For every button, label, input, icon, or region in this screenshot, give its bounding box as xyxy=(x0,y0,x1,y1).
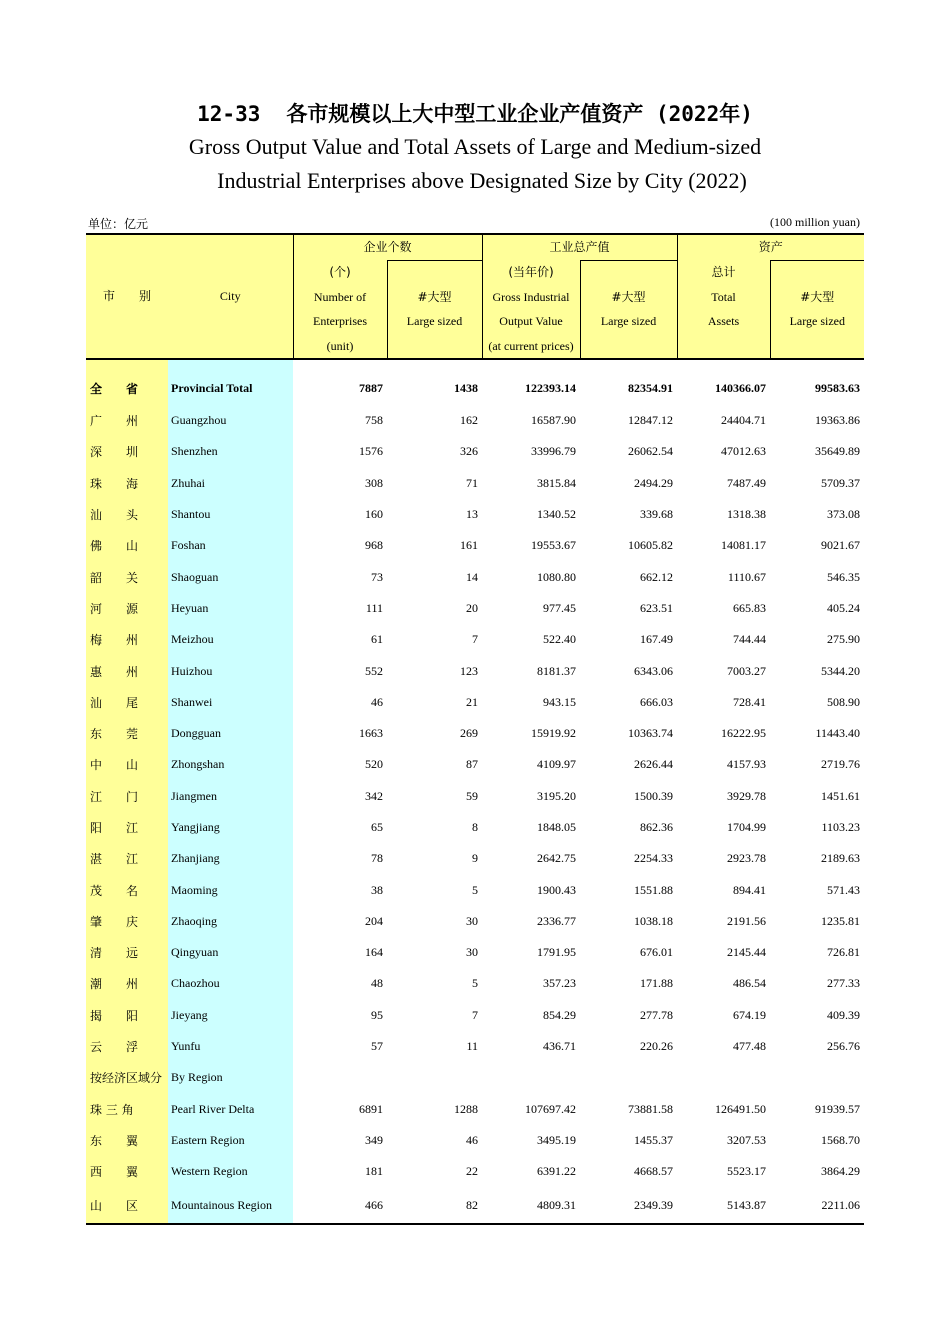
value-cell-out-l: 862.36 xyxy=(640,820,674,834)
value-cell-ent-l: 123 xyxy=(460,663,479,678)
value-cell-ent: 164 xyxy=(365,945,383,960)
city-name-en: Heyuan xyxy=(168,593,293,624)
header-enterprises-large xyxy=(387,260,482,359)
header-enterprises-cn: 企业个数 xyxy=(293,234,482,260)
value-cell-out: 943.15 xyxy=(543,694,577,709)
value-cell-ast-l: 275.90 xyxy=(827,632,861,647)
value-cell-ent: 46 xyxy=(371,694,383,709)
value-cell-ast: 3207.53 xyxy=(727,1132,767,1147)
table-row xyxy=(86,359,864,405)
header-city-en: City xyxy=(168,234,293,359)
value-cell-out-l: 676.01 xyxy=(640,945,674,960)
city-name-cn: 汕 尾 xyxy=(86,687,168,718)
value-cell-ent: 342 xyxy=(365,788,383,803)
value-cell-out: 16587.90 xyxy=(531,413,577,428)
value-cell-ast-l: 99583.63 xyxy=(815,381,861,395)
value-cell-out: 2642.75 xyxy=(537,851,577,866)
value-cell-out: 1340.52 xyxy=(537,507,577,522)
value-cell-ent-l: 1288 xyxy=(454,1101,479,1116)
table-row xyxy=(86,593,864,624)
value-cell-ast-l: 1568.70 xyxy=(821,1132,861,1147)
value-cell-ent-l: 9 xyxy=(472,851,479,866)
value-cell-ent: 1663 xyxy=(359,726,383,741)
city-name-cn: 珠 三 角 xyxy=(86,1094,168,1125)
value-cell-out-l: 10363.74 xyxy=(628,726,674,741)
value-cell-ent: 968 xyxy=(365,538,383,553)
value-cell-out: 15919.92 xyxy=(531,726,577,741)
header-enterprises-unit: (个) xyxy=(293,260,387,285)
header-output-en3: (at current prices) xyxy=(482,334,580,360)
value-cell-ast-l: 11443.40 xyxy=(815,726,861,741)
value-cell-ent-l: 20 xyxy=(466,600,479,615)
city-name-en: Jieyang xyxy=(168,1000,293,1031)
value-cell-ent: 78 xyxy=(371,851,383,866)
value-cell-ast: 140366.07 xyxy=(715,381,767,395)
value-cell-out: 357.23 xyxy=(543,976,577,991)
city-name-cn: 茂 名 xyxy=(86,874,168,905)
table-row xyxy=(86,405,864,436)
value-cell-ent-l: 7 xyxy=(472,632,479,647)
value-cell-ast: 2191.56 xyxy=(727,913,767,928)
value-cell-ent: 466 xyxy=(293,1187,387,1224)
city-name-cn: 梅 州 xyxy=(86,624,168,655)
value-cell-ent: 111 xyxy=(365,600,383,615)
value-cell-out: 1848.05 xyxy=(537,820,577,834)
table-body xyxy=(86,359,864,1224)
city-name-cn: 珠 海 xyxy=(86,468,168,499)
city-name-cn: 惠 州 xyxy=(86,655,168,686)
value-cell-out-l xyxy=(580,1062,677,1093)
value-cell-ent-l: 5 xyxy=(472,976,479,991)
value-cell-out: 4109.97 xyxy=(537,757,577,772)
header-large-cn: #大型 xyxy=(611,289,646,304)
table-row xyxy=(86,1094,864,1125)
table-row xyxy=(86,655,864,686)
city-name-en: Pearl River Delta xyxy=(168,1094,293,1125)
value-cell-ast-l: 409.39 xyxy=(827,1007,861,1022)
value-cell-ent: 48 xyxy=(371,976,383,991)
value-cell-ast-l: 1235.81 xyxy=(821,913,861,928)
unit-label-en: (100 million yuan) xyxy=(770,215,860,229)
value-cell-ent: 38 xyxy=(371,882,383,897)
value-cell-out-l: 6343.06 xyxy=(634,663,674,678)
city-name-en: By Region xyxy=(168,1062,293,1093)
value-cell-out: 1791.95 xyxy=(537,945,577,960)
value-cell-ast: 486.54 xyxy=(733,976,767,991)
city-name-en: Provincial Total xyxy=(168,359,293,405)
value-cell-out-l: 1551.88 xyxy=(634,882,674,897)
city-name-en: Huizhou xyxy=(168,655,293,686)
table-row xyxy=(86,874,864,905)
value-cell-ast: 665.83 xyxy=(733,600,767,615)
value-cell-out: 4809.31 xyxy=(482,1187,580,1224)
value-cell-ent: 65 xyxy=(371,820,383,834)
table-row xyxy=(86,468,864,499)
city-name-cn: 江 门 xyxy=(86,781,168,812)
value-cell-ast-l: 35649.89 xyxy=(815,444,861,459)
city-name-cn: 东 莞 xyxy=(86,718,168,749)
value-cell-ast-l: 571.43 xyxy=(827,882,861,897)
table-row xyxy=(86,499,864,530)
table-row xyxy=(86,1000,864,1031)
page-title-en-line2: Industrial Enterprises above Designated Size by City (2022) xyxy=(217,168,747,193)
value-cell-ast: 7487.49 xyxy=(727,475,767,490)
value-cell-ast: 1318.38 xyxy=(727,507,767,522)
header-output-large xyxy=(580,260,677,359)
value-cell-out-l: 1038.18 xyxy=(634,913,674,928)
value-cell-ast-l: 2211.06 xyxy=(770,1187,864,1224)
value-cell-ast-l: 256.76 xyxy=(827,1039,861,1054)
value-cell-ent-l: 87 xyxy=(466,757,479,772)
value-cell-out: 122393.14 xyxy=(525,381,577,395)
table-row xyxy=(86,1156,864,1187)
value-cell-ast-l: 508.90 xyxy=(827,694,861,709)
value-cell-ast-l: 1451.61 xyxy=(821,788,861,803)
value-cell-out-l: 2494.29 xyxy=(634,475,674,490)
value-cell-ast: 5143.87 xyxy=(677,1187,770,1224)
value-cell-ast-l: 546.35 xyxy=(827,569,861,584)
value-cell-out: 19553.67 xyxy=(531,538,577,553)
value-cell-out: 33996.79 xyxy=(531,444,577,459)
header-assets-cn1: 资产 xyxy=(677,234,864,260)
value-cell-out-l: 82354.91 xyxy=(628,381,674,395)
value-cell-ent-l: 30 xyxy=(466,945,479,960)
value-cell-out: 3195.20 xyxy=(537,788,577,803)
header-large-en: Large sized xyxy=(600,314,657,329)
value-cell-ent-l: 11 xyxy=(466,1039,479,1054)
value-cell-ast-l xyxy=(770,1062,864,1093)
city-name-en: Mountainous Region xyxy=(168,1187,293,1224)
city-name-cn: 深 圳 xyxy=(86,436,168,467)
value-cell-ast: 47012.63 xyxy=(721,444,767,459)
value-cell-ast: 3929.78 xyxy=(727,788,767,803)
value-cell-out-l: 277.78 xyxy=(640,1007,674,1022)
city-name-cn: 揭 阳 xyxy=(86,1000,168,1031)
value-cell-out-l: 12847.12 xyxy=(628,413,674,428)
header-assets-en2: Assets xyxy=(677,309,770,334)
value-cell-out-l: 623.51 xyxy=(640,600,674,615)
value-cell-out-l: 2349.39 xyxy=(580,1187,677,1224)
value-cell-ent-l: 22 xyxy=(466,1164,479,1179)
value-cell-ast-l: 5709.37 xyxy=(821,475,861,490)
city-name-en: Maoming xyxy=(168,874,293,905)
value-cell-ast xyxy=(677,1062,770,1093)
value-cell-ent: 758 xyxy=(365,413,383,428)
value-cell-ent: 95 xyxy=(371,1007,383,1022)
value-cell-ent-l: 59 xyxy=(466,788,479,803)
value-cell-ast: 126491.50 xyxy=(715,1101,767,1116)
city-name-cn: 阳 江 xyxy=(86,812,168,843)
header-large-en: Large sized xyxy=(789,314,845,329)
value-cell-out: 1900.43 xyxy=(537,882,577,897)
value-cell-out-l: 73881.58 xyxy=(628,1101,674,1116)
data-table xyxy=(86,233,864,1225)
value-cell-ast-l: 2719.76 xyxy=(821,757,861,772)
city-name-en: Guangzhou xyxy=(168,405,293,436)
city-name-en: Eastern Region xyxy=(168,1125,293,1156)
value-cell-ast: 1110.67 xyxy=(727,569,767,584)
header-assets-en1: Total xyxy=(677,285,770,310)
table-row xyxy=(86,530,864,561)
city-name-cn: 湛 江 xyxy=(86,843,168,874)
header-assets-cn2: 总计 xyxy=(677,260,770,285)
table-header xyxy=(86,234,864,359)
value-cell-out: 2336.77 xyxy=(537,913,577,928)
header-assets-large xyxy=(770,260,864,359)
value-cell-ast-l: 373.08 xyxy=(827,507,861,522)
value-cell-ent-l: 162 xyxy=(460,413,479,428)
value-cell-ast-l: 19363.86 xyxy=(815,413,861,428)
value-cell-ent-l: 21 xyxy=(466,694,479,709)
city-name-cn: 中 山 xyxy=(86,749,168,780)
city-name-en: Zhongshan xyxy=(168,749,293,780)
header-large-cn: #大型 xyxy=(417,289,452,304)
header-enterprises-en2: Enterprises xyxy=(293,309,387,334)
value-cell-ast: 14081.17 xyxy=(721,538,767,553)
table-row xyxy=(86,1125,864,1156)
table-row xyxy=(86,812,864,843)
city-name-en: Zhanjiang xyxy=(168,843,293,874)
value-cell-ast-l: 277.33 xyxy=(827,976,861,991)
table-row xyxy=(86,687,864,718)
city-name-cn: 东 翼 xyxy=(86,1125,168,1156)
city-name-cn: 汕 头 xyxy=(86,499,168,530)
value-cell-ast: 728.41 xyxy=(733,694,767,709)
value-cell-ast-l: 91939.57 xyxy=(815,1101,861,1116)
value-cell-out-l: 167.49 xyxy=(640,632,674,647)
value-cell-ent: 520 xyxy=(365,757,383,772)
city-name-en: Shaoguan xyxy=(168,561,293,592)
value-cell-ent: 308 xyxy=(365,475,383,490)
city-name-en: Shenzhen xyxy=(168,436,293,467)
value-cell-ast: 477.48 xyxy=(733,1039,767,1054)
value-cell-out-l: 339.68 xyxy=(640,507,674,522)
value-cell-ast-l: 5344.20 xyxy=(821,663,861,678)
value-cell-ast: 2923.78 xyxy=(727,851,767,866)
city-name-en: Meizhou xyxy=(168,624,293,655)
value-cell-ent-l: 13 xyxy=(466,507,479,522)
city-name-cn: 按经济区域分 xyxy=(86,1062,168,1093)
city-name-cn: 河 源 xyxy=(86,593,168,624)
city-name-en: Zhaoqing xyxy=(168,906,293,937)
city-name-en: Dongguan xyxy=(168,718,293,749)
value-cell-ast: 1704.99 xyxy=(727,820,767,834)
table-row xyxy=(86,781,864,812)
table-row xyxy=(86,1031,864,1062)
table-row xyxy=(86,1062,864,1093)
city-name-cn: 广 州 xyxy=(86,405,168,436)
value-cell-out xyxy=(482,1062,580,1093)
value-cell-out-l: 666.03 xyxy=(640,694,674,709)
header-large-cn: #大型 xyxy=(800,289,835,304)
value-cell-out-l: 171.88 xyxy=(640,976,674,991)
value-cell-out-l: 4668.57 xyxy=(634,1164,674,1179)
value-cell-ent: 552 xyxy=(365,663,383,678)
value-cell-ent: 181 xyxy=(365,1164,383,1179)
value-cell-ent: 160 xyxy=(365,507,383,522)
city-name-cn: 佛 山 xyxy=(86,530,168,561)
value-cell-ast: 24404.71 xyxy=(721,413,767,428)
value-cell-ent: 6891 xyxy=(359,1101,383,1116)
city-name-en: Jiangmen xyxy=(168,781,293,812)
value-cell-ent-l xyxy=(387,1062,482,1093)
value-cell-ast: 5523.17 xyxy=(727,1164,767,1179)
header-enterprises-en3: (unit) xyxy=(293,334,387,360)
city-name-en: Foshan xyxy=(168,530,293,561)
value-cell-ent-l: 7 xyxy=(472,1007,479,1022)
value-cell-out: 436.71 xyxy=(543,1039,577,1054)
value-cell-ent xyxy=(293,1062,387,1093)
value-cell-out: 854.29 xyxy=(543,1007,577,1022)
value-cell-ast: 674.19 xyxy=(733,1007,767,1022)
value-cell-ent-l: 326 xyxy=(460,444,479,459)
city-name-cn: 西 翼 xyxy=(86,1156,168,1187)
value-cell-out: 977.45 xyxy=(543,600,577,615)
city-name-cn: 潮 州 xyxy=(86,968,168,999)
value-cell-ent-l: 82 xyxy=(387,1187,482,1224)
city-name-en: Yunfu xyxy=(168,1031,293,1062)
value-cell-ent: 57 xyxy=(371,1039,383,1054)
value-cell-ent-l: 5 xyxy=(472,882,479,897)
value-cell-ent: 61 xyxy=(371,632,383,647)
value-cell-ent: 204 xyxy=(365,913,383,928)
city-name-cn: 肇 庆 xyxy=(86,906,168,937)
value-cell-ent-l: 71 xyxy=(466,475,479,490)
value-cell-ent-l: 269 xyxy=(460,726,479,741)
city-name-en: Yangjiang xyxy=(168,812,293,843)
table-row xyxy=(86,561,864,592)
value-cell-ast-l: 1103.23 xyxy=(821,820,861,834)
table-row xyxy=(86,968,864,999)
value-cell-ast-l: 9021.67 xyxy=(821,538,861,553)
value-cell-ent-l: 14 xyxy=(466,569,479,584)
value-cell-out-l: 2254.33 xyxy=(634,851,674,866)
table-row xyxy=(86,624,864,655)
value-cell-out: 522.40 xyxy=(543,632,577,647)
city-name-en: Chaozhou xyxy=(168,968,293,999)
value-cell-ent: 73 xyxy=(371,569,383,584)
header-output-en1: Gross Industrial xyxy=(482,285,580,310)
header-assets-blank xyxy=(677,334,770,360)
city-name-en: Qingyuan xyxy=(168,937,293,968)
value-cell-ast: 16222.95 xyxy=(721,726,767,741)
table-row xyxy=(86,906,864,937)
city-name-cn: 清 远 xyxy=(86,937,168,968)
city-name-en: Zhuhai xyxy=(168,468,293,499)
header-output-cn: 工业总产值 xyxy=(482,234,677,260)
value-cell-ast: 894.41 xyxy=(733,882,767,897)
value-cell-ent-l: 1438 xyxy=(454,381,479,395)
city-name-en: Shanwei xyxy=(168,687,293,718)
value-cell-out-l: 26062.54 xyxy=(628,444,674,459)
value-cell-ast-l: 405.24 xyxy=(827,600,861,615)
city-name-en: Shantou xyxy=(168,499,293,530)
unit-label-cn: 单位：亿元 xyxy=(88,217,149,231)
value-cell-ent-l: 46 xyxy=(466,1132,479,1147)
value-cell-ent: 1576 xyxy=(359,444,383,459)
value-cell-out-l: 10605.82 xyxy=(628,538,674,553)
value-cell-ent: 349 xyxy=(365,1132,383,1147)
table-row xyxy=(86,718,864,749)
table-row xyxy=(86,1187,864,1224)
value-cell-out: 6391.22 xyxy=(537,1164,577,1179)
value-cell-out-l: 1500.39 xyxy=(634,788,674,803)
value-cell-ast-l: 3864.29 xyxy=(821,1164,861,1179)
header-output-price: (当年价) xyxy=(482,260,580,285)
table-row xyxy=(86,937,864,968)
page-title-cn xyxy=(0,98,950,128)
value-cell-out: 8181.37 xyxy=(537,663,577,678)
table-row xyxy=(86,843,864,874)
header-city-cn: 市 别 xyxy=(86,234,168,359)
value-cell-ast: 2145.44 xyxy=(727,945,767,960)
value-cell-out: 3815.84 xyxy=(537,475,577,490)
table-row xyxy=(86,436,864,467)
value-cell-ast: 744.44 xyxy=(733,632,767,647)
value-cell-out-l: 220.26 xyxy=(640,1039,674,1054)
header-large-en: Large sized xyxy=(406,314,463,329)
value-cell-out-l: 1455.37 xyxy=(634,1132,674,1147)
page-title-en-line1: Gross Output Value and Total Assets of Large and Medium-sized xyxy=(188,134,762,159)
value-cell-ast: 4157.93 xyxy=(727,757,767,772)
value-cell-out: 1080.80 xyxy=(537,569,577,584)
value-cell-ent-l: 8 xyxy=(472,820,479,834)
value-cell-out-l: 2626.44 xyxy=(634,757,674,772)
city-name-cn: 韶 关 xyxy=(86,561,168,592)
table-row xyxy=(86,749,864,780)
value-cell-out-l: 662.12 xyxy=(640,569,674,584)
value-cell-ast-l: 2189.63 xyxy=(821,851,861,866)
title-cn-text: 各市规模以上大中型工业企业产值资产 (2022年) xyxy=(286,102,753,126)
city-name-en: Western Region xyxy=(168,1156,293,1187)
city-name-cn: 云 浮 xyxy=(86,1031,168,1062)
value-cell-ent: 7887 xyxy=(359,381,383,395)
header-output-en2: Output Value xyxy=(482,309,580,334)
table-number: 12-33 xyxy=(197,102,261,126)
city-name-cn: 全 省 xyxy=(86,359,168,405)
city-name-cn: 山 区 xyxy=(86,1187,168,1224)
value-cell-out: 3495.19 xyxy=(537,1132,577,1147)
value-cell-ast: 7003.27 xyxy=(727,663,767,678)
value-cell-ent-l: 30 xyxy=(466,913,479,928)
value-cell-ast-l: 726.81 xyxy=(827,945,861,960)
header-enterprises-en1: Number of xyxy=(293,285,387,310)
value-cell-out: 107697.42 xyxy=(525,1101,577,1116)
value-cell-ent-l: 161 xyxy=(460,538,479,553)
